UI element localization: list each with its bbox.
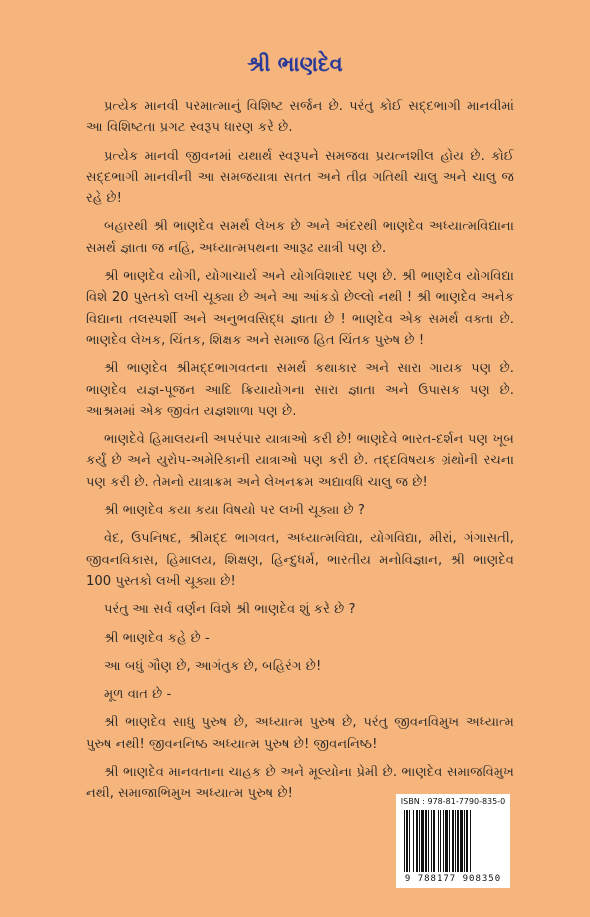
barcode-bar [466,810,468,872]
barcode-bar [445,810,448,872]
paragraph: મૂળ વાત છે - [104,687,172,703]
paragraph: બહારથી શ્રી ભાણદેવ સમર્થ લેખક છે અને અંદરથી ભાણદેવ અધ્યાત્મવિદ્યાના સમર્થ જ્ઞાતા જ નહિ, અધ્યાત્મપથના આરૂઢ યાત્રી પણ છે. [86,219,514,256]
barcode-bar [438,810,439,872]
barcode-bar [431,810,432,872]
barcode-icon [404,810,502,872]
blurb-text [86,96,514,812]
paragraph: ભાણદેવે હિમાલયની અપરંપાર યાત્રાઓ કરી છે! ભાણદેવે ભારત-દર્શન પણ ખૂબ કર્યું છે અને યુરોપ-અમેરિકાની યાત્રાઓ પણ કરી છે. તદ્દવિષયક ગ્રંથોની રચના પણ કરી છે. તેમનો યાત્રાક્રમ અને લેખનક્રમ અદ્યાવધિ ચાલુ જ છે! [86,432,514,490]
paragraph: શ્રી ભાણદેવ કયા કયા વિષયો પર લખી ચૂક્યા છે ? [104,503,365,519]
barcode-bar [440,810,441,872]
barcode-digits: 9 788177 908350 [404,874,502,884]
barcode-bar [443,810,444,872]
barcode-bar [421,810,424,872]
paragraph: શ્રી ભાણદેવ યોગી, યોગાચાર્ય અને યોગવિશારદ પણ છે. શ્રી ભાણદેવ યોગવિદ્યા વિશે 20 પુસ્તકો લખી ચૂક્યા છે અને આ આંકડો છેલ્લો નથી ! શ્રી ભાણદેવ અનેક વિદ્યાના તલસ્પર્શી અને અનુભવસિદ્ધ જ્ઞાતા છે ! ભાણદેવ એક સમર્થ વક્તા છે. ભાણદેવ લેખક, ચિંતક, શિક્ષક અને સમાજ હિત ચિંતક પુરુષ છે ! [86,269,514,348]
book-title: શ્રી ભાણદેવ [247,52,343,76]
barcode-bar [457,810,459,872]
barcode-bar [449,810,450,872]
barcode-bar [455,810,456,872]
barcode-bar [406,810,408,872]
barcode-bar [419,810,420,872]
barcode-bar [416,810,418,872]
paragraph: શ્રી ભાણદેવ શ્રીમદ્દભાગવતના સમર્થ કથાકાર અને સારા ગાયક પણ છે. ભાણદેવ યજ્ઞ-પૂજન આદિ ક્રિયાયોગના સારા જ્ઞાતા અને ઉપાસક પણ છે. આશ્રમમાં એક જીવંત યજ્ઞશાળા પણ છે. [86,361,514,419]
paragraph: પરંતુ આ સર્વ વર્ણન વિશે શ્રી ભાણદેવ શું કરે છે ? [104,602,356,618]
paragraph: શ્રી ભાણદેવ કહે છે - [104,630,210,646]
barcode-bar [433,810,435,872]
barcode-bar [404,810,405,872]
barcode-bar [470,810,471,872]
paragraph: શ્રી ભાણદેવ સાધુ પુરુષ છે, અધ્યાત્મ પુરુષ છે, પરંતુ જીવનવિમુખ અધ્યાત્મ પુરુષ નથી! જીવનનિષ્ઠ અધ્યાત્મ પુરુષ છે! જીવનનિષ્ઠ! [86,715,514,752]
barcode-bar [428,810,429,872]
barcode-bar [464,810,465,872]
barcode-bar [425,810,427,872]
barcode-bar [460,810,463,872]
isbn-barcode [396,794,510,888]
barcode-bar [413,810,414,872]
paragraph: આ બધું ગૌણ છે, આગંતુક છે, બહિરંગ છે! [104,658,322,674]
paragraph: પ્રત્યેક માનવી જીવનમાં યથાર્થ સ્વરૂપને સમજવા પ્રયત્નશીલ હોય છે. કોઈ સદ્દભાગી માનવીની આ સમજયાત્રા સતત અને તીવ્ર ગતિથી ચાલુ અને ચાલુ જ રહે છે! [86,148,514,207]
barcode-bar [409,810,410,872]
paragraph: શ્રી ભાણદેવ માનવતાના ચાહક છે અને મૂલ્યોના પ્રેમી છે. ભાણદેવ સમાજવિમુખ નથી, સમાજાભિમુખ અધ્યાત્મ પુરુષ છે! [86,765,514,802]
paragraph: પ્રત્યેક માનવી પરમાત્માનું વિશિષ્ટ સર્જન છે. પરંતુ કોઈ સદ્દભાગી માનવીમાં આ વિશિષ્ટતા પ્રગટ સ્વરૂપ ધારણ કરે છે. [86,99,514,136]
barcode-bar [452,810,454,872]
isbn-label: ISBN : 978-81-7790-835-0 [400,797,506,806]
paragraph: વેદ, ઉપનિષદ, શ્રીમદ્દ ભાગવત, અધ્યાત્મવિદ્યા, યોગવિદ્યા, મીરાં, ગંગાસતી, જીવનવિકાસ, હિમાલય, શિક્ષણ, હિન્દુધર્મ, ભારતીય મનોવિજ્ઞાન, શ્રી ભાણદેવ 100 પુસ્તકો લખી ચૂક્યા છે! [86,531,514,589]
